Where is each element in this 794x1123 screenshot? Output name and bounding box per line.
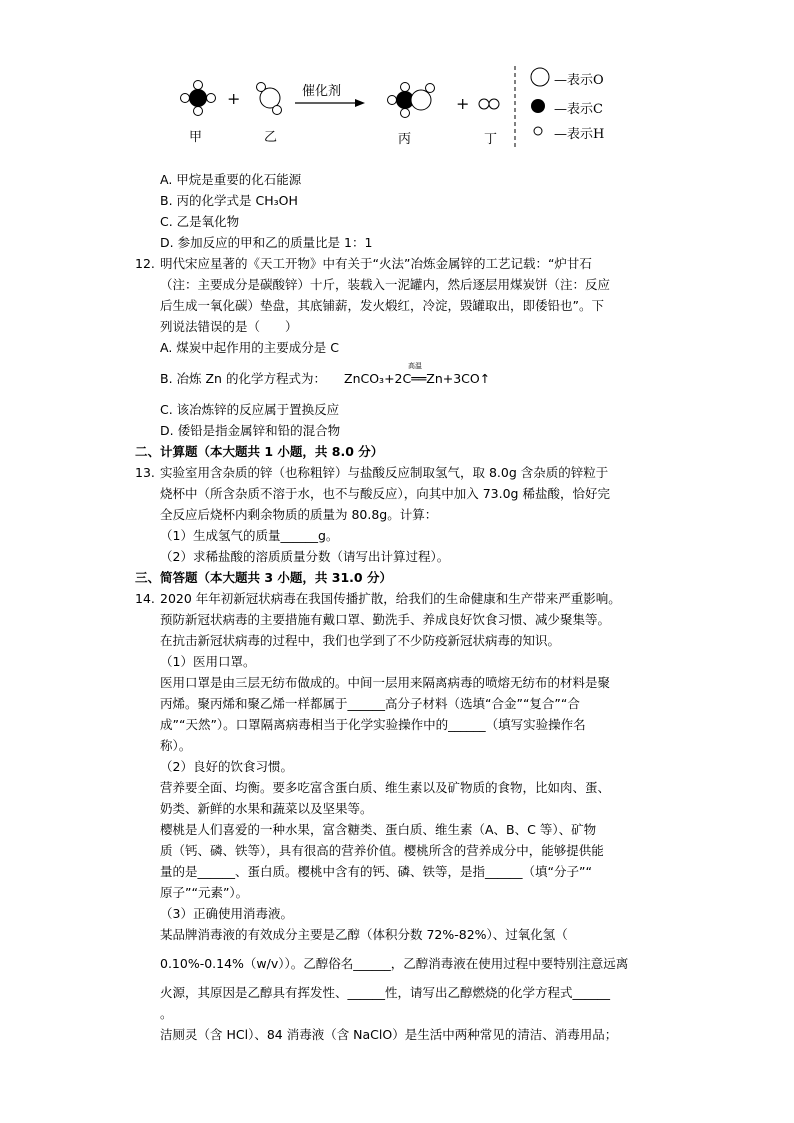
legend-h-text: —表示H [554, 127, 605, 142]
label-ding: 丁 [484, 132, 498, 147]
q14-line-14: 量的是______、蛋白质。樱桃中含有的钙、磷、铁等，是指______（填“分子”“ [160, 864, 592, 879]
q11-option-d: D. 参加反应的甲和乙的质量比是 1：1 [160, 235, 373, 250]
q11-option-a: A. 甲烷是重要的化石能源 [160, 172, 302, 187]
q14-line-8: 称）。 [160, 738, 192, 753]
q12-stem-line-4: 列说法错误的是（ ） [160, 319, 298, 334]
q14-line-13: 质（钙、磷、铁等），具有很高的营养价值。樱桃所含的营养成分中，能够提供能 [160, 843, 604, 858]
q14-line-3: 在抗击新冠状病毒的过程中，我们也学到了不少防疫新冠状病毒的知识。 [160, 633, 561, 648]
legend-h-symbol [534, 127, 542, 135]
q13-line-4: （1）生成氢气的质量______g。 [160, 528, 339, 543]
q12-stem-line-2: （注：主要成分是碳酸锌）十斤，装载入一泥罐内，然后逐层用煤炭饼（注：反应 [160, 277, 611, 292]
label-bing: 丙 [398, 132, 412, 147]
q12-option-d: D. 倭铅是指金属锌和铅的混合物 [160, 423, 341, 438]
q12-option-b-condition: 高温 [408, 362, 422, 370]
label-jia: 甲 [189, 130, 203, 145]
q12-option-b-equation: ZnCO₃+2C══Zn+3CO↑ [344, 371, 491, 386]
q13-line-3: 全反应后烧杯内剩余物质的质量为 80.8g。计算： [160, 507, 438, 522]
q12-stem-line-3: 后生成一氧化碳）垫盘，其底铺薪，发火煅红，冷淀，毁罐取出，即倭铅也”。下 [160, 298, 604, 313]
q14-line-11: 奶类、新鲜的水果和蔬菜以及坚果等。 [160, 801, 373, 816]
q14-number: 14. [135, 591, 155, 606]
molecule-jia [181, 81, 216, 116]
molecule-yi [257, 83, 282, 115]
q13-line-5: （2）求稀盐酸的溶质质量分数（请写出计算过程）。 [160, 549, 450, 564]
q13-number: 13. [135, 465, 155, 480]
molecule-ding [479, 99, 499, 109]
molecule-bing [388, 83, 435, 118]
plus-sign-1: + [227, 89, 241, 108]
label-yi: 乙 [264, 130, 278, 145]
catalyst-label: 催化剂 [302, 84, 342, 99]
q12-stem-line-1: 明代宋应星著的《天工开物》中有关于“火法”冶炼金属锌的工艺记载：“炉甘石 [160, 256, 592, 271]
q14-line-6: 丙烯。聚丙烯和聚乙烯一样都属于______高分子材料（选填“合金”“复合”“合 [160, 696, 580, 711]
q14-line-18: 0.10%-0.14%（w/v））。乙醇俗名______，乙醇消毒液在使用过程中要特别注意远离 [160, 956, 629, 971]
q14-line-20: 。 [160, 1006, 173, 1021]
legend-c-symbol [531, 99, 545, 113]
section-3-heading: 三、简答题（本大题共 3 小题，共 31.0 分） [135, 570, 392, 585]
q14-line-9: （2）良好的饮食习惯。 [160, 759, 293, 774]
q12-option-b-prefix: B. 冶炼 Zn 的化学方程式为： [160, 371, 326, 386]
q14-line-2: 预防新冠状病毒的主要措施有戴口罩、勤洗手、养成良好饮食习惯、减少聚集等。 [160, 612, 611, 627]
q12-option-a: A. 煤炭中起作用的主要成分是 C [160, 340, 339, 355]
q14-line-12: 樱桃是人们喜爱的一种水果，富含糖类、蛋白质、维生素（A、B、C 等）、矿物 [160, 822, 597, 837]
q14-line-16: （3）正确使用消毒液。 [160, 906, 293, 921]
q12-number: 12. [135, 256, 155, 271]
section-2-heading: 二、计算题（本大题共 1 小题，共 8.0 分） [135, 444, 384, 459]
q14-line-21: 洁厕灵（含 HCl）、84 消毒液（含 NaClO）是生活中两种常见的清洁、消毒用品； [160, 1027, 618, 1042]
q13-line-2: 烧杯中（所含杂质不溶于水，也不与酸反应），向其中加入 73.0g 稀盐酸，恰好完 [160, 486, 610, 501]
q11-option-c: C. 乙是氧化物 [160, 214, 240, 229]
q12-option-c: C. 该冶炼锌的反应属于置换反应 [160, 402, 340, 417]
q14-line-10: 营养要全面、均衡。要多吃富含蛋白质、维生素以及矿物质的食物，比如肉、蛋、 [160, 780, 611, 795]
q13-line-1: 实验室用含杂质的锌（也称粗锌）与盐酸反应制取氢气，取 8.0g 含杂质的锌粒于 [160, 465, 609, 480]
q14-line-19: 火源，其原因是乙醇具有挥发性、______性，请写出乙醇燃烧的化学方程式______ [160, 985, 611, 1000]
q14-line-5: 医用口罩是由三层无纺布做成的。中间一层用来隔离病毒的喷熔无纺布的材料是聚 [160, 675, 611, 690]
legend-o-symbol [531, 68, 549, 86]
legend-c-text: —表示C [554, 102, 603, 117]
q11-option-b: B. 丙的化学式是 CH₃OH [160, 193, 298, 208]
q14-line-1: 2020 年年初新冠状病毒在我国传播扩散，给我们的生命健康和生产带来严重影响。 [160, 591, 621, 606]
q14-line-17: 某品牌消毒液的有效成分主要是乙醇（体积分数 72%-82%）、过氧化氢（ [160, 927, 568, 942]
q14-line-7: 成”“天然”）。口罩隔离病毒相当于化学实验操作中的______（填写实验操作名 [160, 717, 586, 732]
plus-sign-2: + [456, 94, 470, 113]
q14-line-4: （1）医用口罩。 [160, 654, 256, 669]
q14-line-15: 原子”“元素”）。 [160, 885, 249, 900]
legend-o-text: —表示O [554, 73, 604, 88]
